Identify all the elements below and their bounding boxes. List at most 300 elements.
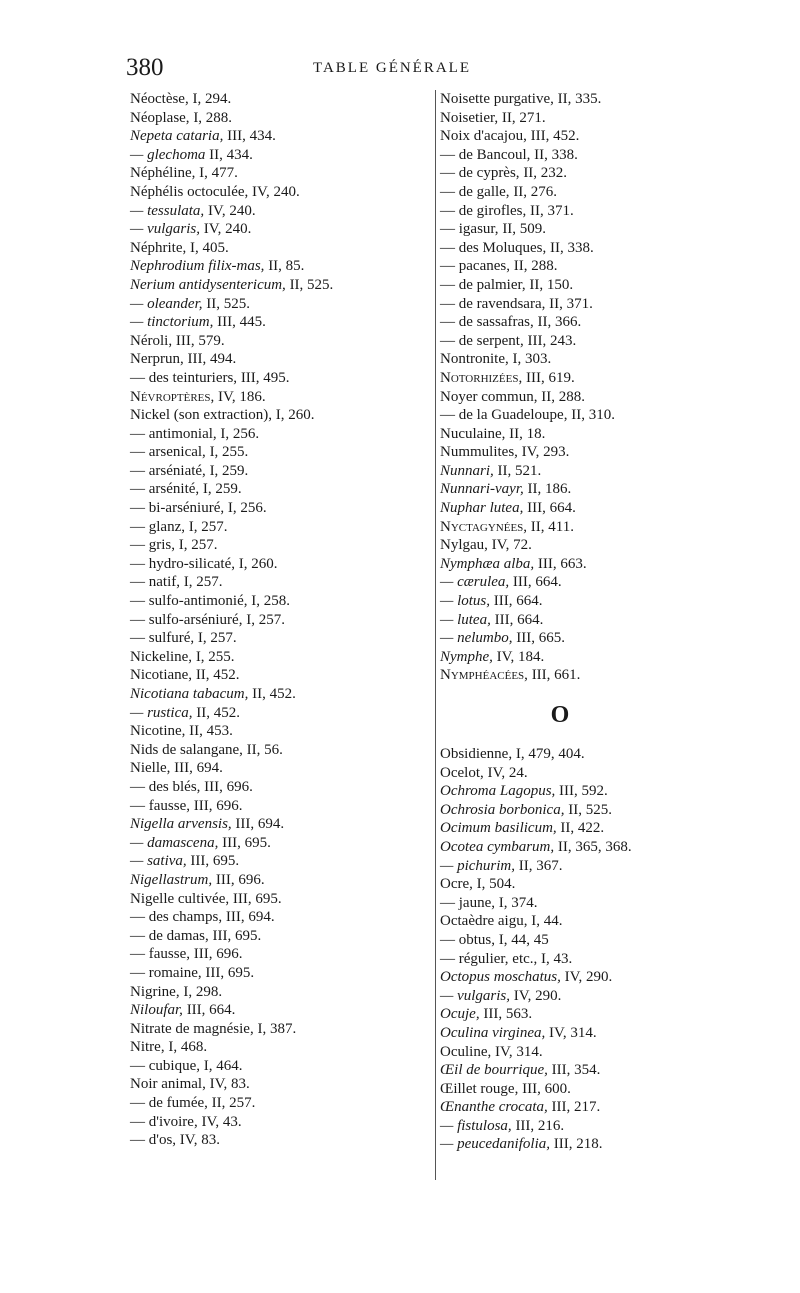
entry-reference: II, 434. <box>205 146 253 163</box>
entry-reference: IV, 290. <box>560 969 613 986</box>
section-letter: O <box>550 701 570 728</box>
entry-term: — oleander, <box>130 295 203 312</box>
entry-reference: III, 619. <box>522 369 575 386</box>
index-entry <box>130 313 420 332</box>
entry-reference: II, 310. <box>567 407 615 424</box>
entry-reference: I, 259. <box>205 462 249 479</box>
entry-term: — obtus, <box>440 931 496 948</box>
entry-reference: III, 452. <box>526 128 580 145</box>
index-entry <box>440 443 680 462</box>
entry-term: Névroptères, <box>130 388 215 405</box>
index-entry <box>130 555 420 574</box>
entry-term: — de galle, <box>440 183 510 200</box>
entry-reference: IV, 240. <box>248 183 300 200</box>
entry-reference: III, 495. <box>237 369 290 386</box>
entry-term: — rustica, <box>130 704 193 721</box>
entry-term: — vulgaris, <box>440 987 511 1004</box>
index-entry <box>130 388 420 407</box>
entry-term: Oculine, <box>440 1043 492 1060</box>
index-entry <box>440 987 680 1006</box>
entry-term: Œillet rouge, <box>440 1080 519 1097</box>
entry-reference: II, 257. <box>207 1095 256 1112</box>
entry-term: — d'ivoire, <box>130 1113 198 1130</box>
entry-reference: III, 661. <box>527 667 581 684</box>
entry-reference: II, 85. <box>264 258 305 275</box>
entry-reference: II, 338. <box>546 239 594 256</box>
index-entry <box>440 745 680 764</box>
entry-term: Néphrite, <box>130 239 187 256</box>
index-entry <box>440 350 680 369</box>
entry-reference: III, 696. <box>190 946 243 963</box>
entry-reference: II, 371. <box>545 295 593 312</box>
index-entries-n <box>440 90 680 685</box>
entry-reference: I, 44. <box>527 913 563 930</box>
index-entry <box>130 722 420 741</box>
index-entry <box>440 239 680 258</box>
entry-term: Nicotiana tabacum, <box>130 686 249 702</box>
entry-term: — jaune, <box>440 894 495 911</box>
index-entry <box>130 146 420 165</box>
entry-reference: I, 288. <box>189 109 233 126</box>
index-entry <box>440 220 680 239</box>
entry-reference: III, 445. <box>213 314 266 331</box>
index-entry <box>130 257 420 276</box>
entry-reference: II, 186. <box>523 481 572 498</box>
entry-reference: III, 592. <box>555 783 608 800</box>
index-entry <box>440 968 680 987</box>
index-entry <box>130 852 420 871</box>
entry-reference: I, 44, 45 <box>495 931 549 948</box>
entry-reference: II, 338. <box>530 146 578 163</box>
entry-reference: I, 260. <box>272 407 315 424</box>
entry-term: Ocotea cymbarum, <box>440 838 555 855</box>
index-entry <box>130 1131 420 1150</box>
index-entry <box>440 666 680 685</box>
entry-term: Noisette purgative, <box>440 91 554 107</box>
index-entry <box>440 1098 680 1117</box>
entry-reference: I, 294. <box>188 91 232 107</box>
entry-term: — de girofles, <box>440 202 527 219</box>
entry-reference: I, 260. <box>234 555 278 572</box>
entry-reference: II, 422. <box>556 820 605 837</box>
entry-reference: III, 664. <box>490 593 543 610</box>
entry-term: Nitrate de magnésie, <box>130 1020 254 1037</box>
entry-reference: II, 452. <box>192 667 240 684</box>
index-entry <box>440 931 680 950</box>
entry-reference: II, 509. <box>498 221 547 238</box>
index-entry <box>440 164 680 183</box>
entry-term: — arséniaté, <box>130 462 206 479</box>
index-entry <box>130 945 420 964</box>
entry-term: Œil de bourrique, <box>440 1062 548 1079</box>
entry-term: — arsénité, <box>130 481 200 498</box>
entry-reference: II, 521. <box>493 462 542 479</box>
index-entry <box>440 801 680 820</box>
entry-term: Nerium antidysentericum, <box>130 276 286 293</box>
entry-reference: III, 217. <box>547 1099 601 1116</box>
index-entry <box>130 797 420 816</box>
entry-term: — lutea, <box>440 611 491 628</box>
entry-term: — damascena, <box>130 834 219 851</box>
entry-term: Nunnari-vayr, <box>440 481 524 498</box>
index-entry <box>440 276 680 295</box>
index-entry <box>130 332 420 351</box>
entry-term: Nontronite, <box>440 351 509 368</box>
entry-reference: IV, 293. <box>517 444 570 461</box>
index-entry <box>130 276 420 295</box>
entry-reference: II, 150. <box>525 276 574 293</box>
entry-reference: III, 579. <box>172 332 225 349</box>
entry-term: Noix d'acajou, <box>440 128 527 145</box>
index-entry <box>130 908 420 927</box>
entry-reference: III, 695. <box>229 890 282 907</box>
entry-term: Nymphéacées, <box>440 667 528 684</box>
index-entry <box>440 592 680 611</box>
entry-reference: III, 695. <box>186 853 240 870</box>
entry-term: — pichurim, <box>440 857 515 874</box>
entry-term: — cærulea, <box>440 574 510 591</box>
entry-term: Ochroma Lagopus, <box>440 783 556 800</box>
entry-term: Nigellastrum, <box>130 871 213 888</box>
entry-reference: III, 695. <box>218 834 271 851</box>
index-entry <box>440 611 680 630</box>
index-entry <box>440 573 680 592</box>
entry-reference: IV, 314. <box>491 1043 543 1060</box>
index-entry <box>130 406 420 425</box>
entry-term: Néoplase, <box>130 109 190 126</box>
entry-term: Octaèdre aigu, <box>440 913 528 930</box>
entry-reference: III, 243. <box>523 332 577 349</box>
entry-reference: I, 257. <box>194 630 237 647</box>
entry-term: Ochrosia borbonica, <box>440 801 565 818</box>
index-entry <box>130 741 420 760</box>
entry-reference: I, 257. <box>184 518 228 535</box>
index-entry <box>130 164 420 183</box>
index-entry <box>440 1043 680 1062</box>
entry-term: — gris, <box>130 537 175 554</box>
index-entry <box>440 127 680 146</box>
entry-term: — fausse, <box>130 797 190 814</box>
entry-term: — glanz, <box>130 518 185 535</box>
entry-term: — de sassafras, <box>440 314 534 331</box>
entry-reference: III, 600. <box>518 1080 571 1097</box>
index-entry <box>440 332 680 351</box>
entry-term: — de damas, <box>130 927 209 944</box>
index-entry <box>130 648 420 667</box>
entry-reference: III, 664. <box>490 611 544 628</box>
entry-reference: II, 276. <box>509 183 558 200</box>
index-entry <box>130 573 420 592</box>
index-entry <box>130 239 420 258</box>
index-entry <box>130 499 420 518</box>
entry-term: Nicotine, <box>130 723 186 740</box>
index-column-right <box>435 90 680 1180</box>
entry-term: — antimonial, <box>130 425 217 442</box>
entry-reference: I, 259. <box>199 481 242 498</box>
index-entry <box>440 894 680 913</box>
entry-reference: I, 303. <box>508 351 552 368</box>
entry-term: Nids de salangane, <box>130 741 243 758</box>
entry-reference: II, 288. <box>509 258 558 275</box>
entry-term: Noir animal, <box>130 1076 206 1093</box>
entry-reference: I, 257. <box>180 574 223 591</box>
entry-term: — sativa, <box>130 853 187 870</box>
entry-reference: IV, 240. <box>200 221 252 238</box>
entry-reference: III, 696. <box>212 871 265 888</box>
entry-term: — d'os, <box>130 1132 177 1149</box>
entry-reference: III, 494. <box>183 351 237 368</box>
entry-term: Nephrodium filix-mas, <box>130 258 265 275</box>
index-entry <box>130 611 420 630</box>
entry-reference: III, 694. <box>170 760 223 777</box>
index-entry <box>440 555 680 574</box>
entry-reference: I, 255. <box>192 648 235 665</box>
page-header <box>126 50 658 86</box>
index-entry <box>130 778 420 797</box>
entry-term: Nyctagynées, <box>440 518 528 535</box>
index-entry <box>130 983 420 1002</box>
entry-reference: IV, 24. <box>483 764 528 781</box>
entry-term: — lotus, <box>440 593 491 610</box>
index-entry <box>130 964 420 983</box>
entry-term: Oculina virginea, <box>440 1024 546 1041</box>
entry-reference: I, 257. <box>242 611 285 628</box>
entry-term: — bi-arséniuré, <box>130 500 225 517</box>
entry-term: Nielle, <box>130 760 171 777</box>
entry-reference: II, 411. <box>527 518 574 535</box>
index-entry <box>130 183 420 202</box>
entry-reference: II, 18. <box>505 425 546 442</box>
entry-reference: IV, 83. <box>176 1132 220 1149</box>
entry-term: Nickeline, <box>130 648 193 665</box>
index-entry <box>440 257 680 276</box>
entry-reference: I, 257. <box>175 537 218 554</box>
entry-reference: II, 288. <box>537 388 585 405</box>
index-entry <box>130 1113 420 1132</box>
index-entry <box>130 815 420 834</box>
entry-reference: III, 218. <box>549 1136 603 1153</box>
entry-reference: I, 504. <box>472 876 516 893</box>
entry-reference: I, 387. <box>253 1020 297 1037</box>
index-entry <box>130 629 420 648</box>
entry-reference: II, 525. <box>564 801 612 818</box>
index-entry <box>440 912 680 931</box>
entry-term: Néphéline, <box>130 165 196 182</box>
index-entry <box>440 462 680 481</box>
entry-reference: IV, 83. <box>205 1076 250 1093</box>
entry-reference: II, 271. <box>498 109 546 126</box>
index-entry <box>130 666 420 685</box>
entry-reference: II, 365, 368. <box>554 838 632 855</box>
entry-term: — de la Guadeloupe, <box>440 407 568 424</box>
entry-reference: III, 663. <box>534 555 587 572</box>
entry-reference: III, 664. <box>523 500 576 517</box>
index-column-left <box>130 90 420 1150</box>
entry-term: Ocelot, <box>440 764 484 781</box>
index-entry <box>440 1061 680 1080</box>
entry-term: Néoctèse, <box>130 91 189 107</box>
entry-term: Nerprun, <box>130 351 184 368</box>
entry-reference: III, 696. <box>200 778 253 795</box>
entry-term: — de fumée, <box>130 1095 208 1112</box>
index-entry <box>440 1117 680 1136</box>
entry-reference: III, 665. <box>512 630 565 647</box>
entry-reference: III, 695. <box>201 964 255 981</box>
entry-term: Nuculaine, <box>440 425 506 442</box>
entry-reference: IV, 240. <box>204 202 256 219</box>
index-entry <box>130 518 420 537</box>
index-entry <box>130 1094 420 1113</box>
entry-term: Nymphæa alba, <box>440 555 535 572</box>
index-entry <box>440 1024 680 1043</box>
entry-term: — des blés, <box>130 778 201 795</box>
index-entry <box>130 1020 420 1039</box>
index-entry <box>440 480 680 499</box>
entry-reference: I, 256. <box>224 500 267 517</box>
entry-reference: III, 696. <box>190 797 243 814</box>
entry-term: Ocimum basilicum, <box>440 820 557 837</box>
index-entry <box>130 220 420 239</box>
entry-reference: I, 374. <box>494 894 538 911</box>
index-entry <box>440 295 680 314</box>
index-entry <box>130 536 420 555</box>
entry-reference: II, 366. <box>533 314 582 331</box>
index-entry <box>130 202 420 221</box>
entry-term: — fausse, <box>130 946 190 963</box>
section-heading <box>440 685 680 745</box>
entry-term: — igasur, <box>440 221 499 238</box>
index-entry <box>130 425 420 444</box>
entry-reference: III, 434. <box>223 128 276 145</box>
index-entry <box>440 388 680 407</box>
entry-reference: IV, 72. <box>487 537 532 554</box>
entry-term: — de palmier, <box>440 276 526 293</box>
entry-term: — sulfo-antimonié, <box>130 593 248 610</box>
entry-reference: II, 525. <box>285 276 334 293</box>
entry-term: — fistulosa, <box>440 1117 512 1134</box>
index-entry <box>440 369 680 388</box>
index-entries-o <box>440 745 680 1154</box>
entry-reference: I, 258. <box>247 593 290 610</box>
entry-term: Noyer commun, <box>440 388 538 405</box>
entry-reference: I, 256. <box>216 425 260 442</box>
index-entry <box>130 759 420 778</box>
entry-reference: III, 694. <box>231 816 285 833</box>
entry-reference: II, 525. <box>202 295 250 312</box>
index-entry <box>440 202 680 221</box>
entry-term: — vulgaris, <box>130 221 201 238</box>
index-entry <box>130 90 420 109</box>
index-entry <box>440 90 680 109</box>
running-title: TABLE GÉNÉRALE <box>312 60 472 76</box>
entry-reference: III, 354. <box>547 1062 601 1079</box>
entry-term: — de serpent, <box>440 332 524 349</box>
entry-term: Notorhizées, <box>440 369 523 386</box>
index-entry <box>440 1135 680 1154</box>
index-entry <box>130 1075 420 1094</box>
entry-term: — de cyprès, <box>440 165 520 182</box>
entry-term: Nicotiane, <box>130 667 193 684</box>
entry-term: Obsidienne, <box>440 746 513 762</box>
entry-term: — glechoma <box>130 146 206 163</box>
entry-reference: IV, 184. <box>492 648 545 665</box>
index-entry <box>130 109 420 128</box>
entry-term: Nickel (son extraction), <box>130 407 273 424</box>
index-entry <box>130 834 420 853</box>
index-entry <box>440 629 680 648</box>
index-entry <box>440 425 680 444</box>
entry-reference: II, 453. <box>185 723 233 740</box>
entry-term: — de Bancoul, <box>440 146 531 163</box>
index-entry <box>440 819 680 838</box>
entry-term: — des champs, <box>130 909 223 926</box>
entry-reference: I, 479, 404. <box>512 746 585 762</box>
index-entry <box>440 406 680 425</box>
index-entry <box>440 183 680 202</box>
entry-term: Nigella arvensis, <box>130 816 232 833</box>
index-entry <box>440 875 680 894</box>
entry-reference: IV, 186. <box>214 388 266 405</box>
entry-reference: II, 371. <box>526 202 574 219</box>
index-entry <box>130 592 420 611</box>
entry-term: — régulier, etc., <box>440 950 538 967</box>
index-entry <box>130 927 420 946</box>
entry-reference: IV, 314. <box>545 1024 597 1041</box>
entry-reference: IV, 290. <box>510 987 562 1004</box>
index-entry <box>440 1005 680 1024</box>
entry-reference: II, 56. <box>242 741 283 758</box>
entry-term: Nigelle cultivée, <box>130 890 230 907</box>
index-entry <box>130 350 420 369</box>
index-entry <box>130 127 420 146</box>
index-entry <box>130 295 420 314</box>
page-number: 380 <box>126 54 164 81</box>
entry-term: Octopus moschatus, <box>440 969 561 986</box>
index-entry <box>440 518 680 537</box>
index-entry <box>440 857 680 876</box>
index-entry <box>440 109 680 128</box>
entry-term: — arsenical, <box>130 444 206 461</box>
index-entry <box>130 1001 420 1020</box>
entry-reference: I, 43. <box>537 950 573 967</box>
entry-term: Nunnari, <box>440 462 494 479</box>
index-entry <box>130 1057 420 1076</box>
entry-term: Nummulites, <box>440 444 518 461</box>
index-entry <box>440 146 680 165</box>
entry-reference: III, 216. <box>511 1117 565 1134</box>
entry-reference: IV, 43. <box>197 1113 242 1130</box>
entry-term: Nepeta cataria, <box>130 128 224 145</box>
entry-term: — hydro-silicaté, <box>130 555 235 572</box>
entry-term: — cubique, <box>130 1057 200 1074</box>
entry-reference: I, 468. <box>164 1039 208 1056</box>
entry-term: Nitre, <box>130 1039 165 1056</box>
index-entry <box>440 838 680 857</box>
index-entry <box>440 782 680 801</box>
entry-term: Nigrine, <box>130 983 180 1000</box>
index-entry <box>440 648 680 667</box>
entry-reference: II, 367. <box>515 857 563 874</box>
entry-reference: III, 694. <box>222 909 275 926</box>
entry-reference: III, 664. <box>182 1002 236 1019</box>
index-entry <box>130 871 420 890</box>
index-entry <box>440 950 680 969</box>
index-entry <box>440 499 680 518</box>
entry-reference: III, 563. <box>479 1006 533 1023</box>
entry-term: — des teinturiers, <box>130 369 238 386</box>
entry-term: Ocuje, <box>440 1006 480 1023</box>
entry-term: — des Moluques, <box>440 239 547 256</box>
